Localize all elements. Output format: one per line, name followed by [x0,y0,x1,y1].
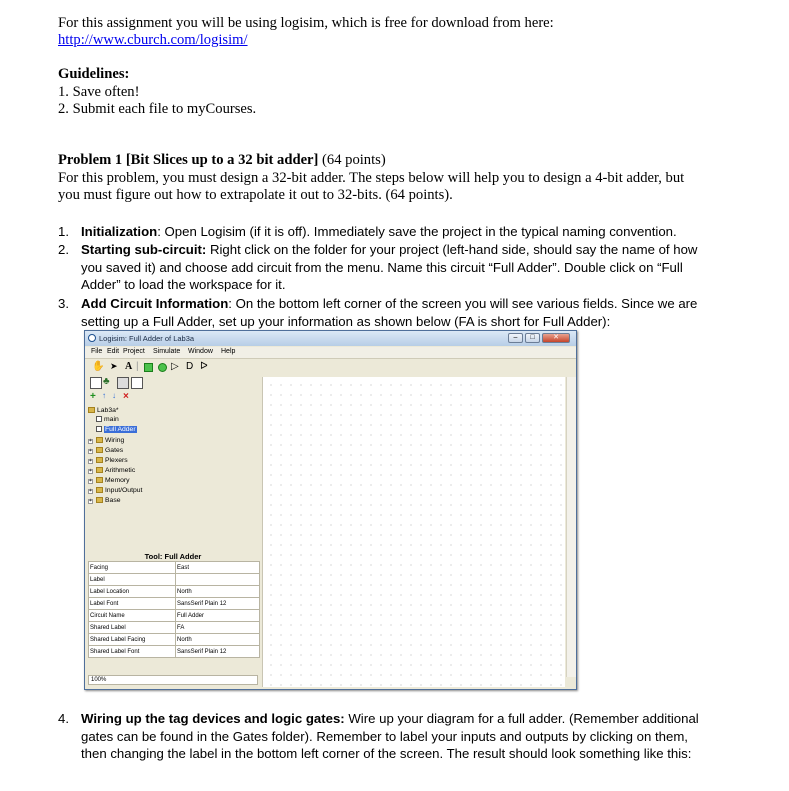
attr-key: Shared Label [89,622,176,634]
table-row[interactable] [89,622,260,634]
edit-layout-icon[interactable] [117,377,129,389]
attr-key: Facing [89,562,176,574]
expand-icon[interactable]: + [89,478,92,484]
step-2-line-1: Right click on the folder for your project (left-hand side, should say the name of how [206,242,698,257]
attr-key: Label [89,574,176,586]
attr-key: Circuit Name [89,610,176,622]
project-tool-bar [85,392,285,404]
or-gate-icon[interactable]: ᐅ [200,361,208,372]
folder-icon [96,497,103,503]
step-4-line-3: then changing the label in the bottom left corner of the screen. The result should look something like this: [81,746,692,761]
step-4-number: 4. [58,711,69,726]
attribute-table-title: Tool: Full Adder [144,552,202,561]
close-icon[interactable]: ✕ [542,333,570,343]
folder-icon [88,407,95,413]
tree-lib-label: Wiring [105,437,125,444]
text-tool-icon[interactable]: A [125,361,133,372]
attr-value[interactable] [176,574,260,586]
attr-value[interactable]: Full Adder [176,610,260,622]
maximize-icon[interactable]: □ [525,333,540,343]
menu-simulate[interactable]: Simulate [153,348,181,355]
view-tool-bar [85,376,285,390]
step-3-line-2: setting up a Full Adder, set up your information as shown below (FA is short for Full Adder): [81,313,611,329]
vertical-scrollbar[interactable] [566,377,576,677]
guideline-item-1: 1. Save often! [58,84,140,100]
table-row[interactable] [89,634,260,646]
step-4-line-1: Wire up your diagram for a full adder. (Remember additional [344,711,699,726]
tree-lib-arithmetic[interactable] [88,466,135,475]
step-3-number: 3. [58,296,69,311]
tree-project-label: Lab3a* [97,407,119,414]
guideline-item-2: 2. Submit each file to myCourses. [58,101,257,117]
menu-project[interactable]: Project [123,348,145,355]
step-3-text [81,295,731,330]
delete-circuit-icon[interactable]: × [123,391,129,402]
menu-file[interactable]: File [91,348,103,355]
folder-icon [96,447,103,453]
title-bar [85,331,576,346]
step-4-text [81,710,731,763]
folder-icon [96,477,103,483]
attr-key: Shared Label Font [89,646,176,658]
expand-icon[interactable]: + [89,458,92,464]
guidelines-heading: Guidelines: [58,66,130,82]
logisim-window-screenshot [84,330,577,690]
circuit-icon [96,426,102,432]
folder-icon [96,437,103,443]
expand-icon[interactable]: + [89,438,92,444]
poke-tool-icon[interactable]: ✋ [92,361,105,372]
step-2-line-3: Adder” to load the workspace for it. [81,277,286,292]
not-gate-icon[interactable]: ▷ [171,361,179,372]
tree-lib-plexers[interactable] [88,456,128,465]
menu-edit[interactable]: Edit [107,348,120,355]
step-4-title: Wiring up the tag devices and logic gates: [81,711,345,726]
folder-icon [96,467,103,473]
folder-icon [96,487,103,493]
circuit-canvas[interactable] [262,377,565,687]
table-row[interactable] [89,562,260,574]
tree-lib-label: Memory [105,477,130,484]
step-3-line-1: : On the bottom left corner of the screen you will see various fields. Since we are [228,296,698,311]
tree-lib-gates[interactable] [88,446,123,455]
step-4-line-2: gates can be found in the Gates folder). Remember to label your inputs and outputs by clicking on them, [81,728,688,744]
tree-lib-input-output[interactable] [88,486,142,495]
attr-value[interactable]: North [176,586,260,598]
attribute-table [88,561,260,658]
tree-lib-label: Arithmetic [105,467,136,474]
edit-appearance-icon[interactable] [131,377,143,389]
menu-window[interactable]: Window [188,348,213,355]
step-2-text [81,241,731,294]
attr-value[interactable]: SansSerif Plain 12 [176,598,260,610]
add-circuit-icon[interactable]: + [90,391,96,402]
simulation-view-icon[interactable]: ♣ [103,376,110,387]
window-title: Logisim: Full Adder of Lab3a [99,334,195,343]
tree-lib-label: Plexers [105,457,128,464]
expand-icon[interactable]: + [89,498,92,504]
attr-value[interactable]: North [176,634,260,646]
step-1-line: : Open Logisim (if it is off). Immediately save the project in the typical naming convention. [157,224,677,239]
tree-circuit-main-label: main [104,416,119,423]
tree-lib-label: Input/Output [105,487,143,494]
table-row[interactable] [89,610,260,622]
problem-heading [58,152,386,169]
folder-icon [96,457,103,463]
step-2-number: 2. [58,242,69,257]
logisim-app-icon [88,334,96,342]
expand-icon[interactable]: + [89,468,92,474]
explorer-tree [88,406,283,546]
tree-lib-wiring[interactable] [88,436,124,445]
attr-value[interactable]: SansSerif Plain 12 [176,646,260,658]
tree-circuit-full-adder[interactable] [96,425,137,434]
problem-description-line1: For this problem, you must design a 32-bit adder. The steps below will help you to design a 4-bit adder, but [58,170,685,186]
table-row[interactable] [89,646,260,658]
input-pin-icon[interactable] [144,363,153,372]
step-1-text [81,223,731,241]
tree-lib-memory[interactable] [88,476,130,485]
minimize-icon[interactable]: – [508,333,523,343]
attr-value[interactable]: East [176,562,260,574]
menu-help[interactable]: Help [221,348,236,355]
step-2-title: Starting sub-circuit: [81,242,207,257]
tree-lib-base[interactable] [88,496,121,505]
tool-bar [85,360,285,374]
tree-circuit-full-adder-label: Full Adder [105,426,136,433]
attr-key: Label Location [89,586,176,598]
toolbox-view-icon[interactable] [90,377,102,389]
table-row[interactable] [89,598,260,610]
select-tool-icon[interactable]: ➤ [110,361,118,371]
step-1-number: 1. [58,224,69,239]
expand-icon[interactable]: + [89,448,92,454]
circuit-icon [96,416,102,422]
attr-key: Shared Label Facing [89,634,176,646]
move-down-icon[interactable]: ↓ [112,391,116,400]
step-1-title: Initialization [81,224,158,239]
tree-lib-label: Base [105,497,121,504]
intro-text: For this assignment you will be using logisim, which is free for download from here: [58,15,554,31]
problem-points: (64 points) [318,152,386,168]
step-3-title: Add Circuit Information [81,296,229,311]
logisim-download-link[interactable]: http://www.cburch.com/logisim/ [58,32,248,48]
attr-key: Label Font [89,598,176,610]
problem-title: Problem 1 [Bit Slices up to a 32 bit adder] [58,152,319,168]
and-gate-icon[interactable]: D [186,361,194,372]
table-row[interactable] [89,586,260,598]
table-row[interactable] [89,574,260,586]
tree-project[interactable] [88,406,119,415]
expand-icon[interactable]: + [89,488,92,494]
toolbar-separator: | [136,361,139,372]
menu-bar [85,347,576,359]
zoom-field[interactable]: 100% [88,675,258,685]
step-2-line-2: you saved it) and choose add circuit from the menu. Name this circuit “Full Adder”. Double click on “Full [81,259,683,275]
attr-value[interactable]: FA [176,622,260,634]
problem-description-line2: you must figure out how to extrapolate it out to 32-bits. (64 points). [58,187,453,203]
output-pin-icon[interactable] [158,363,167,372]
tree-lib-label: Gates [105,447,124,454]
tree-circuit-main[interactable] [96,415,119,424]
move-up-icon[interactable]: ↑ [102,391,106,400]
